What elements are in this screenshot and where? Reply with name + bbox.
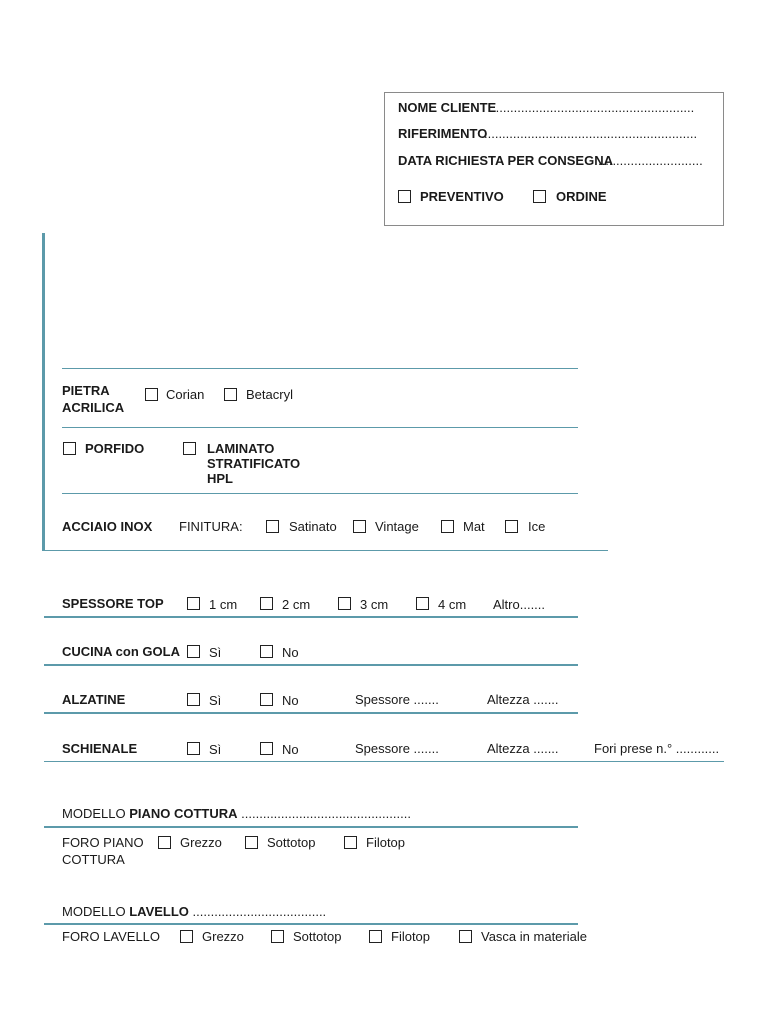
nome-cliente-field[interactable]: ........................................................ [492, 100, 695, 115]
divider [62, 427, 578, 428]
cucina-gola-label: CUCINA con GOLA [62, 644, 180, 659]
data-richiesta-field[interactable]: ............................. [598, 153, 703, 168]
piano-grezzo-label: Grezzo [180, 835, 222, 850]
schienale-fori-prese-field[interactable]: Fori prese n.° ............ [594, 741, 720, 756]
acciaio-inox-label: ACCIAIO INOX [62, 519, 153, 534]
divider [44, 761, 724, 762]
modello-piano-cottura[interactable] [62, 806, 411, 821]
mat-checkbox[interactable] [441, 520, 454, 533]
ice-checkbox[interactable] [505, 520, 518, 533]
foro-piano-cottura-label-line1: FORO PIANO [62, 835, 144, 850]
piano-sottotop-checkbox[interactable] [245, 836, 258, 849]
cucina-gola-si-checkbox[interactable] [187, 645, 200, 658]
corian-label: Corian [166, 387, 205, 402]
lavello-vasca-checkbox[interactable] [459, 930, 472, 943]
nome-cliente-label: NOME CLIENTE [398, 100, 497, 115]
alzatine-label: ALZATINE [62, 692, 126, 707]
preventivo-label: PREVENTIVO [420, 189, 504, 204]
modello-prefix: MODELLO [62, 806, 126, 821]
schienale-no-label: No [282, 742, 299, 757]
betacryl-checkbox[interactable] [224, 388, 237, 401]
piano-filotop-checkbox[interactable] [344, 836, 357, 849]
laminato-label-line2: STRATIFICATO [207, 456, 301, 471]
spessore-4cm-checkbox[interactable] [416, 597, 429, 610]
alzatine-no-label: No [282, 693, 299, 708]
lavello-dots: ..................................... [192, 904, 327, 919]
foro-lavello-label: FORO LAVELLO [62, 929, 161, 944]
divider [44, 616, 578, 618]
piano-cottura-dots: ............................................... [241, 806, 411, 821]
porfido-label: PORFIDO [85, 441, 145, 456]
vintage-checkbox[interactable] [353, 520, 366, 533]
piano-sottotop-label: Sottotop [267, 835, 316, 850]
lavello-label: LAVELLO [129, 904, 189, 919]
lavello-filotop-label: Filotop [391, 929, 431, 944]
cucina-gola-no-checkbox[interactable] [260, 645, 273, 658]
schienale-label: SCHIENALE [62, 741, 138, 756]
divider [44, 664, 578, 666]
laminato-label-line1: LAMINATO [207, 441, 275, 456]
spessore-top-label: SPESSORE TOP [62, 596, 164, 611]
piano-cottura-label: PIANO COTTURA [129, 806, 238, 821]
ordine-label: ORDINE [556, 189, 607, 204]
riferimento-field[interactable]: ........................................................... [484, 126, 698, 141]
spessore-3cm-label: 3 cm [360, 597, 389, 612]
divider [44, 712, 578, 714]
alzatine-no-checkbox[interactable] [260, 693, 273, 706]
piano-grezzo-checkbox[interactable] [158, 836, 171, 849]
finitura-label: FINITURA: [179, 519, 243, 534]
satinato-checkbox[interactable] [266, 520, 279, 533]
mat-label: Mat [463, 519, 485, 534]
cucina-gola-si-label: Sì [209, 645, 222, 660]
spessore-4cm-label: 4 cm [438, 597, 467, 612]
alzatine-spessore-field[interactable]: Spessore ....... [355, 692, 439, 707]
lavello-grezzo-checkbox[interactable] [180, 930, 193, 943]
spessore-1cm-label: 1 cm [209, 597, 238, 612]
preventivo-checkbox[interactable] [398, 190, 411, 203]
spessore-1cm-checkbox[interactable] [187, 597, 200, 610]
divider [62, 493, 578, 494]
lavello-grezzo-label: Grezzo [202, 929, 244, 944]
alzatine-altezza-field[interactable]: Altezza ....... [487, 692, 559, 707]
cucina-gola-no-label: No [282, 645, 299, 660]
lavello-vasca-label: Vasca in materiale [481, 929, 587, 944]
modello-prefix: MODELLO [62, 904, 126, 919]
ordine-checkbox[interactable] [533, 190, 546, 203]
betacryl-label: Betacryl [246, 387, 293, 402]
alzatine-si-checkbox[interactable] [187, 693, 200, 706]
spessore-2cm-label: 2 cm [282, 597, 311, 612]
piano-filotop-label: Filotop [366, 835, 406, 850]
ice-label: Ice [528, 519, 546, 534]
satinato-label: Satinato [289, 519, 337, 534]
schienale-spessore-field[interactable]: Spessore ....... [355, 741, 439, 756]
foro-piano-cottura-label-line2: COTTURA [62, 852, 125, 867]
spessore-3cm-checkbox[interactable] [338, 597, 351, 610]
schienale-si-checkbox[interactable] [187, 742, 200, 755]
data-richiesta-label: DATA RICHIESTA PER CONSEGNA [398, 153, 613, 168]
vintage-label: Vintage [375, 519, 419, 534]
corian-checkbox[interactable] [145, 388, 158, 401]
porfido-checkbox[interactable] [63, 442, 76, 455]
divider [44, 923, 578, 925]
divider [44, 826, 578, 828]
divider [44, 550, 608, 551]
schienale-no-checkbox[interactable] [260, 742, 273, 755]
material-section-bar [42, 233, 45, 551]
riferimento-label: RIFERIMENTO [398, 126, 488, 141]
pietra-acrilica-label-line1: PIETRA [62, 383, 110, 398]
laminato-checkbox[interactable] [183, 442, 196, 455]
alzatine-si-label: Sì [209, 693, 222, 708]
spessore-altro-field[interactable]: Altro....... [493, 597, 546, 612]
schienale-altezza-field[interactable]: Altezza ....... [487, 741, 559, 756]
divider [62, 368, 578, 369]
lavello-sottotop-label: Sottotop [293, 929, 342, 944]
schienale-si-label: Sì [209, 742, 222, 757]
modello-lavello[interactable] [62, 904, 326, 919]
lavello-sottotop-checkbox[interactable] [271, 930, 284, 943]
lavello-filotop-checkbox[interactable] [369, 930, 382, 943]
pietra-acrilica-label-line2: ACRILICA [62, 400, 125, 415]
laminato-label-line3: HPL [207, 471, 233, 486]
spessore-2cm-checkbox[interactable] [260, 597, 273, 610]
